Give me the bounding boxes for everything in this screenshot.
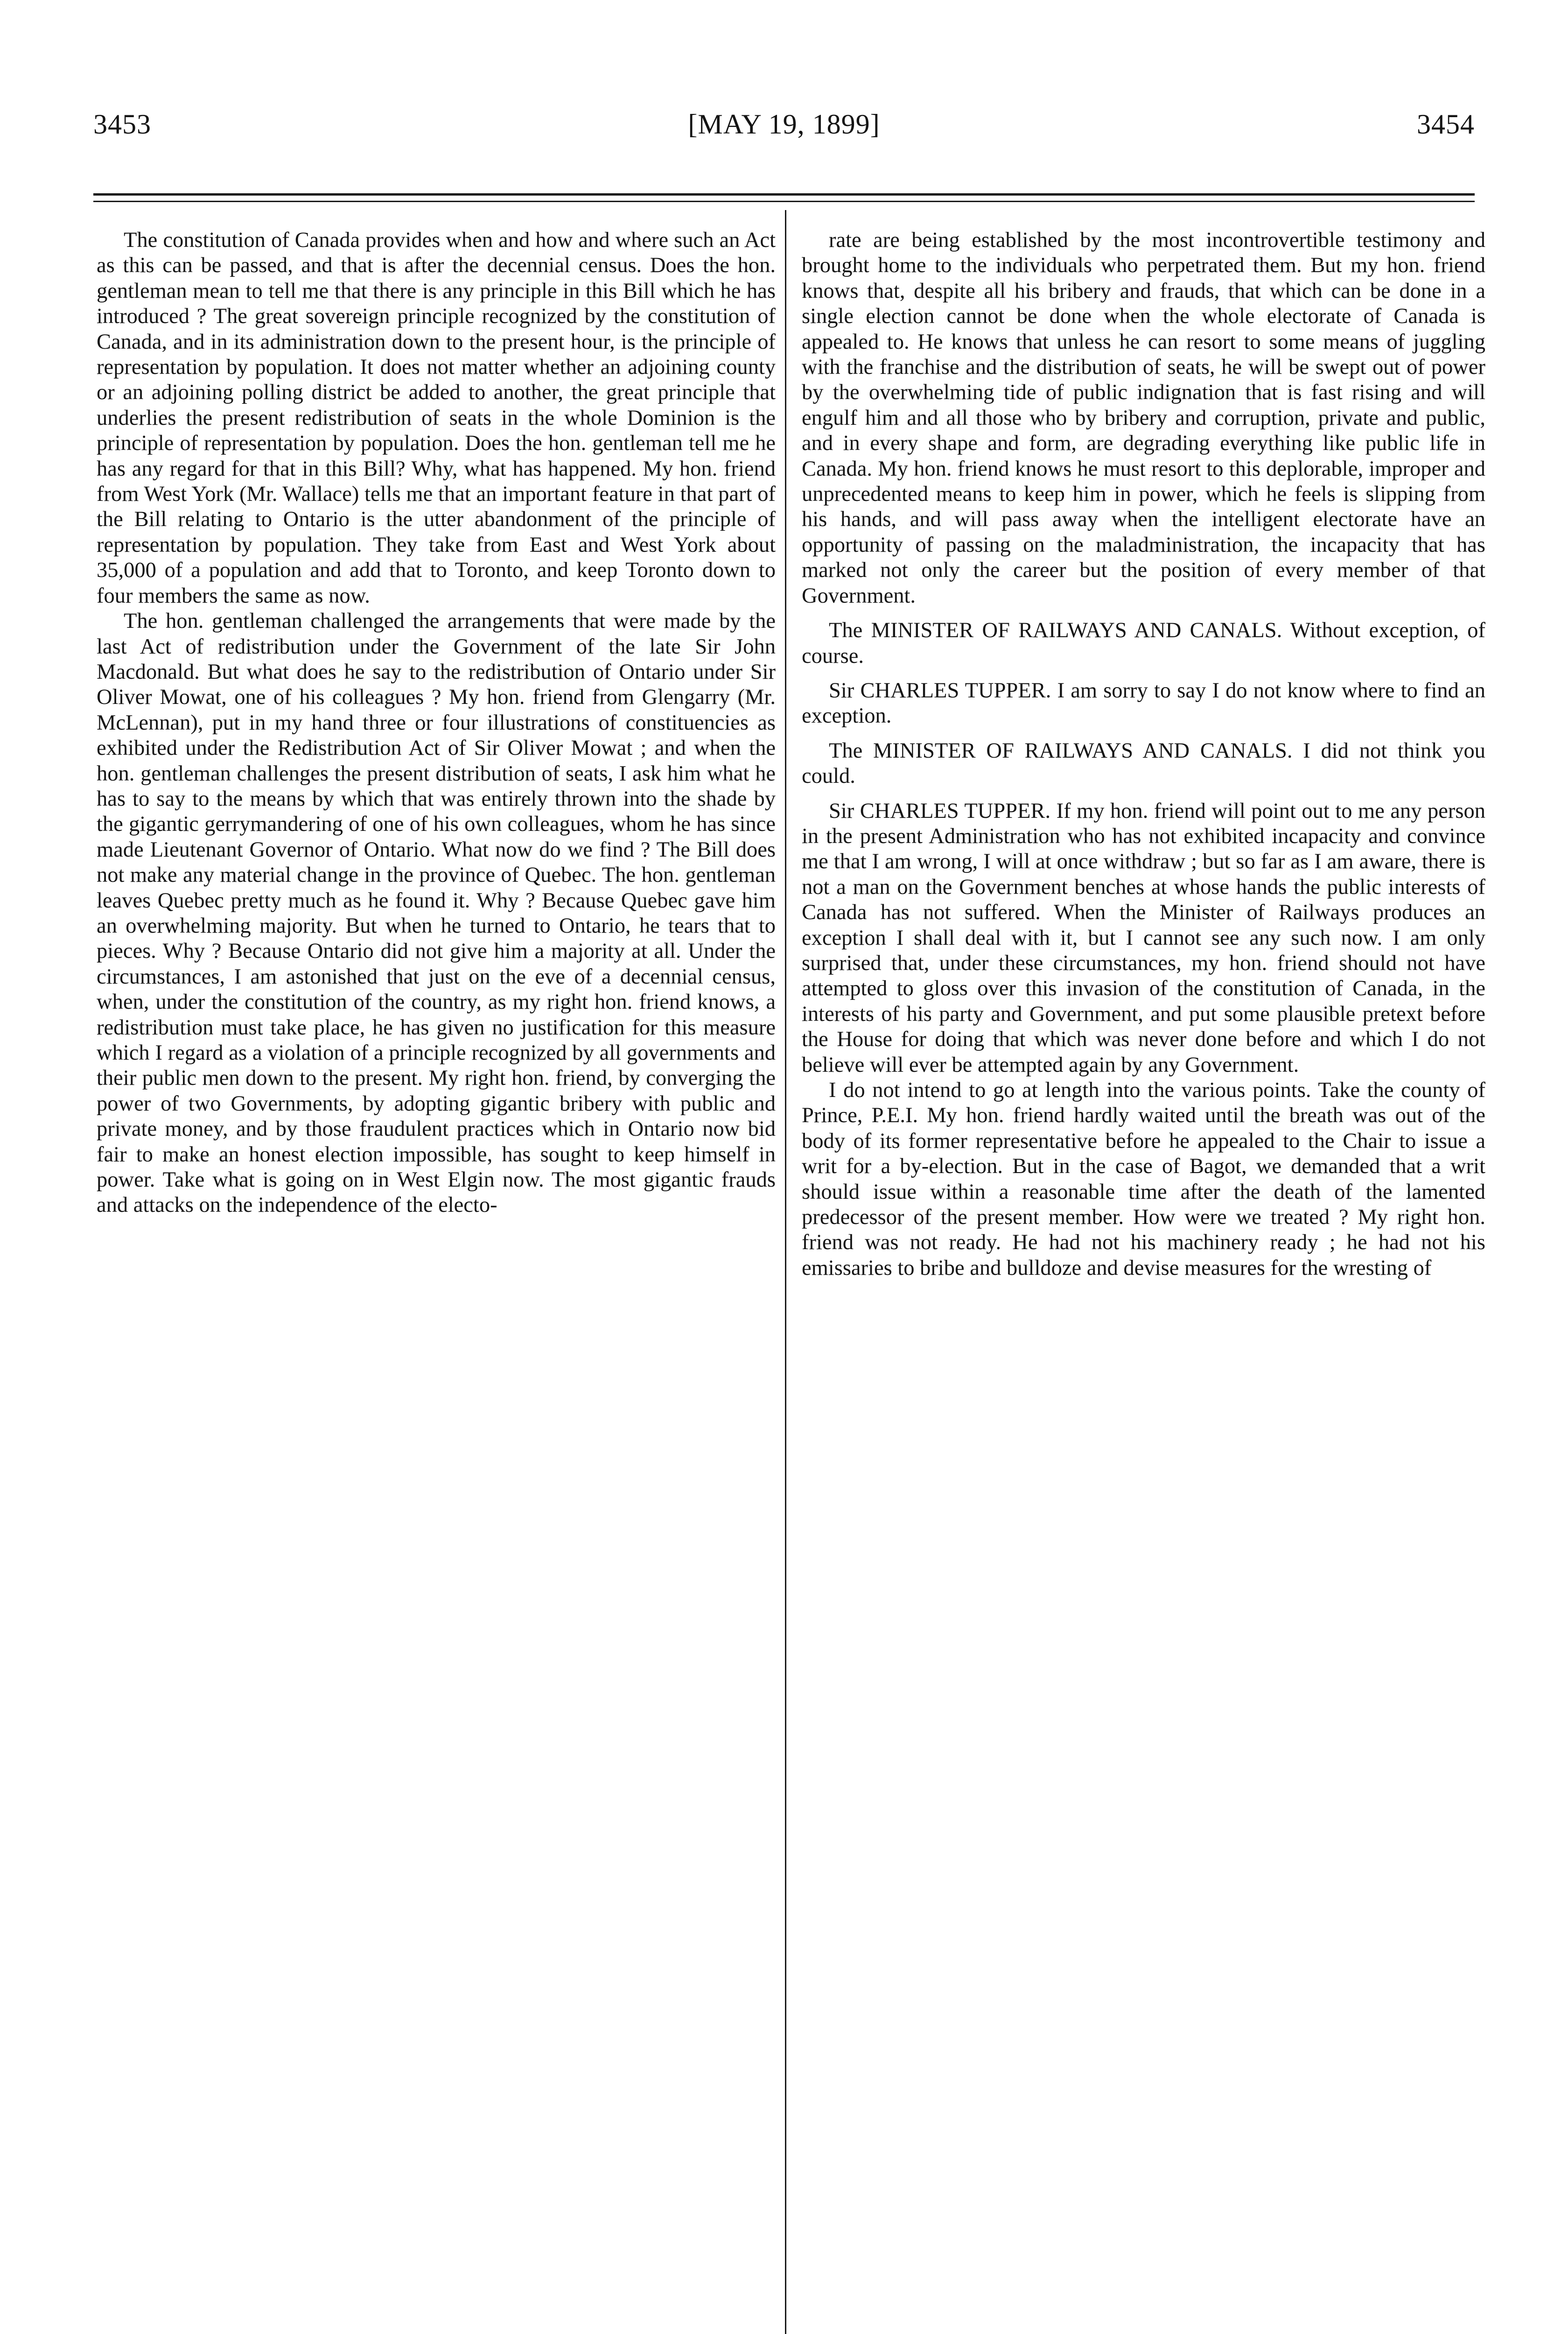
speaker-paragraph: Sir CHARLES TUPPER. I am sorry to say I do not know where to find an exception. xyxy=(802,678,1485,728)
paragraph: rate are being established by the most incontrovertible testimony and brought home to the individuals who perpetrated them. But my hon. friend knows that, despite all his bribery and frauds, that which can be done in a single election cannot be done when the whole electorate of Canada is appealed to. He knows that unless he can resort to some means of juggling with the franchise and the distribution of seats, he will be swept out of power by the overwhelming tide of public indignation that is fast rising and will engulf him and all those who by bribery and corruption, private and public, and in every shape and form, are degrading everything like public life in Canada. My hon. friend knows he must resort to this deplorable, improper and unprecedented means to keep him in power, which he feels is slipping from his hands, and will pass away when the intelligent electorate have an opportunity of passing on the maladministration, the incapacity that has marked not only the career but the position of every member of that Government. xyxy=(802,228,1485,608)
paragraph: The constitution of Canada provides when and how and where such an Act as this can be passed, and that is after the decennial census. Does the hon. gentleman mean to tell me that there is any principle in this Bill which he has introduced ? The great sovereign principle recognized by the constitution of Canada, and in its administration down to the present hour, is the principle of representation by population. It does not matter whether an adjoining county or an adjoining polling district be added to another, the great principle that underlies the present redistribution of seats in the whole Dominion is the principle of representation by population. Does the hon. gentleman tell me he has any regard for that in this Bill? Why, what has happened. My hon. friend from West York (Mr. Wallace) tells me that an important feature in that part of the Bill relating to Ontario is the utter abandonment of the principle of representation by population. They take from East and West York about 35,000 of a population and add that to Toronto, and keep Toronto down to four members the same as now. xyxy=(97,228,776,608)
speaker-paragraph: The MINISTER OF RAILWAYS AND CANALS. I did not think you could. xyxy=(802,738,1485,788)
header-rule-thick xyxy=(93,193,1475,196)
page-header xyxy=(93,108,1475,160)
page-number-right: 3454 xyxy=(1417,109,1475,140)
paragraph: The hon. gentleman challenged the arrangements that were made by the last Act of redistribution under the Government of the late Sir John Macdonald. But what does he say to the redistribution of Ontario under Sir Oliver Mowat, one of his colleagues ? My hon. friend from Glengarry (Mr. McLennan), put in my hand three or four illustrations of constituencies as exhibited under the Redistribution Act of Sir Oliver Mowat ; and when the hon. gentleman challenges the present distribution of seats, I ask him what he has to say to the means by which that was entirely thrown into the shade by the gigantic gerrymandering of one of his own colleagues, whom he has since made Lieutenant Governor of Ontario. What now do we find ? The Bill does not make any material change in the province of Quebec. The hon. gentleman leaves Quebec pretty much as he found it. Why ? Because Quebec gave him an overwhelming majority. But when he turned to Ontario, he tears that to pieces. Why ? Because Ontario did not give him a majority at all. Under the circumstances, I am astonished that just on the eve of a decennial census, when, under the constitution of the country, as my right hon. friend knows, a redistribution must take place, he has given no justification for this measure which I regard as a violation of a principle recognized by all governments and their public men down to the present. My right hon. friend, by converging the power of two Governments, by adopting gigantic bribery with public and private money, and by those fraudulent practices which in Ontario now bid fair to make an honest election impossible, has sought to keep himself in power. Take what is going on in West Elgin now. The most gigantic frauds and attacks on the independence of the electo- xyxy=(97,609,776,1217)
header-rule-thin xyxy=(93,201,1475,202)
speaker-paragraph: Sir CHARLES TUPPER. If my hon. friend will point out to me any person in the present Administration who has not exhibited incapacity and convince me that I am wrong, I will at once withdraw ; but so far as I am aware, there is not a man on the Government benches at whose hands the public interests of Canada has not suffered. When the Minister of Railways produces an exception I shall deal with it, but I cannot see any such now. I am only surprised that, under these circumstances, my hon. friend should not have attempted to gloss over this invasion of the constitution of Canada, in the interests of his party and Government, and put some plausible pretext before the House for doing that which was never done before and which I do not believe will ever be attempted again by any Government. xyxy=(802,799,1485,1077)
paragraph: I do not intend to go at length into the various points. Take the county of Prince, P.E.I. My hon. friend hardly waited until the breath was out of the body of its former representative before he appealed to the Chair to issue a writ for a by-election. But in the case of Bagot, we demanded that a writ should issue within a reasonable time after the death of the lamented predecessor of the present member. How were we treated ? My right hon. friend was not ready. He had not his machinery ready ; he had not his emissaries to bribe and bulldoze and devise measures for the wresting of xyxy=(802,1078,1485,1280)
speaker-paragraph: The MINISTER OF RAILWAYS AND CANALS. Without exception, of course. xyxy=(802,619,1485,668)
column-divider xyxy=(785,210,786,2334)
left-column xyxy=(97,228,776,1218)
right-column xyxy=(802,228,1485,1281)
page-date: [MAY 19, 1899] xyxy=(688,109,880,140)
page-number-left: 3453 xyxy=(93,109,151,140)
